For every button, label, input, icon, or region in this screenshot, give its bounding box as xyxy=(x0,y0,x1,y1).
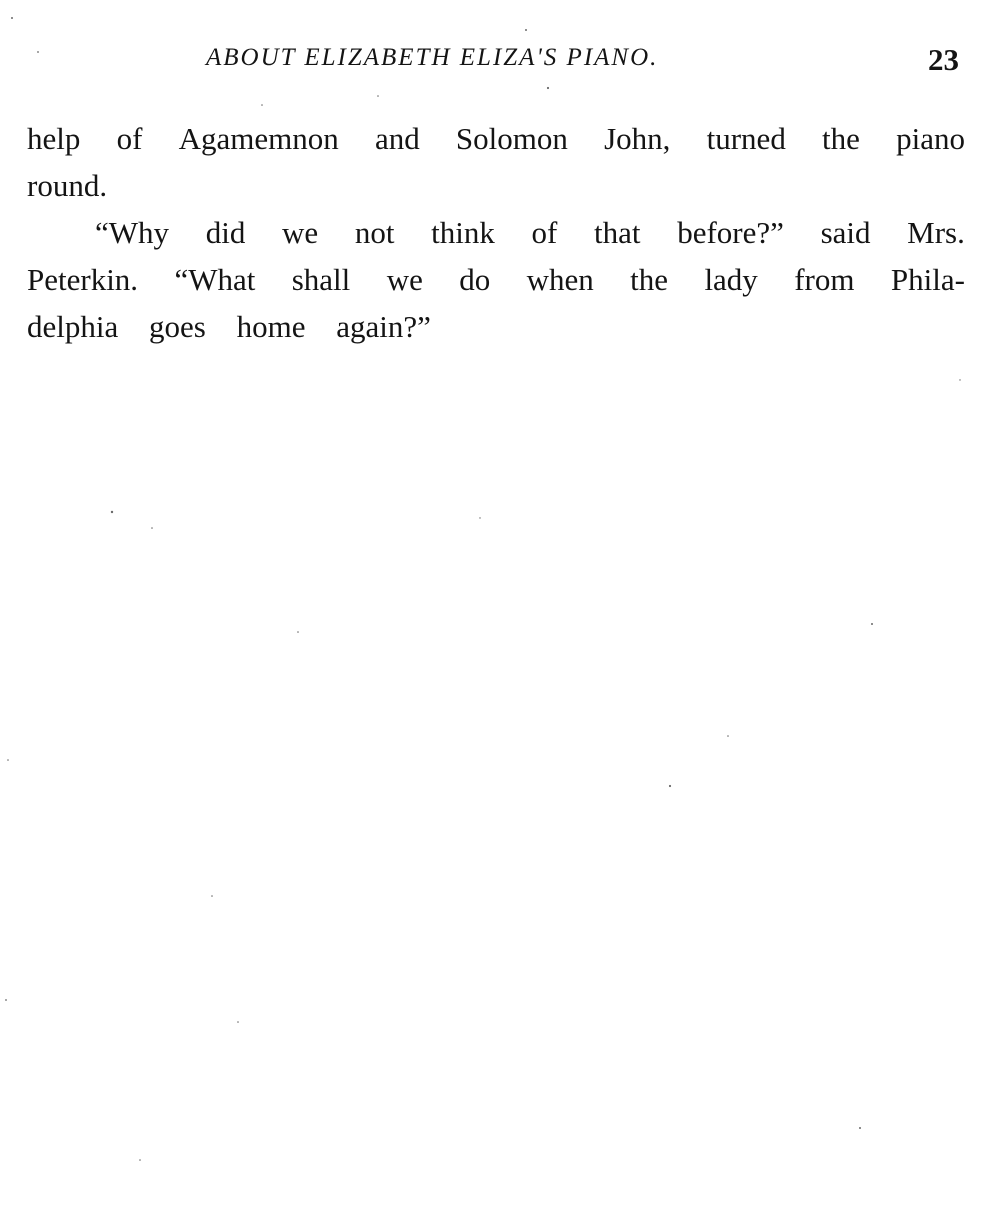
word: from xyxy=(794,262,855,297)
text-line-1 xyxy=(27,115,965,162)
page-number: 23 xyxy=(928,42,959,77)
word: when xyxy=(526,262,594,297)
text-line-4 xyxy=(27,256,965,303)
word: of xyxy=(531,215,558,250)
word: think xyxy=(431,215,495,250)
word: we xyxy=(386,262,423,297)
word: delphia xyxy=(27,309,119,344)
running-head xyxy=(0,44,1000,84)
word: John, xyxy=(604,121,671,156)
word: help xyxy=(27,121,81,156)
word: Mrs. xyxy=(907,215,965,250)
word: lady xyxy=(704,262,758,297)
word: of xyxy=(116,121,143,156)
word: the xyxy=(630,262,669,297)
word: before?” xyxy=(677,215,784,250)
word: home xyxy=(236,309,306,344)
word: Phila- xyxy=(890,262,965,297)
word: did xyxy=(205,215,246,250)
text-line-3 xyxy=(27,209,965,256)
word: round. xyxy=(27,168,108,203)
word: goes xyxy=(149,309,206,344)
word: the xyxy=(822,121,860,156)
word: piano xyxy=(896,121,965,156)
running-title: ABOUT ELIZABETH ELIZA'S PIANO. xyxy=(206,44,659,71)
word: and xyxy=(374,121,420,156)
word: said xyxy=(820,215,871,250)
word: “Why xyxy=(95,215,170,250)
word: turned xyxy=(706,121,786,156)
word: Peterkin. xyxy=(27,262,139,297)
word: “What xyxy=(174,262,256,297)
text-line-5 xyxy=(27,303,965,350)
word: again?” xyxy=(336,309,431,344)
word: shall xyxy=(291,262,351,297)
word: that xyxy=(594,215,641,250)
text-line-2 xyxy=(27,162,965,209)
word: Solomon xyxy=(455,121,568,156)
body-text xyxy=(27,115,965,350)
word: not xyxy=(354,215,395,250)
word: do xyxy=(459,262,491,297)
word: we xyxy=(282,215,319,250)
word: Agamemnon xyxy=(178,121,339,156)
